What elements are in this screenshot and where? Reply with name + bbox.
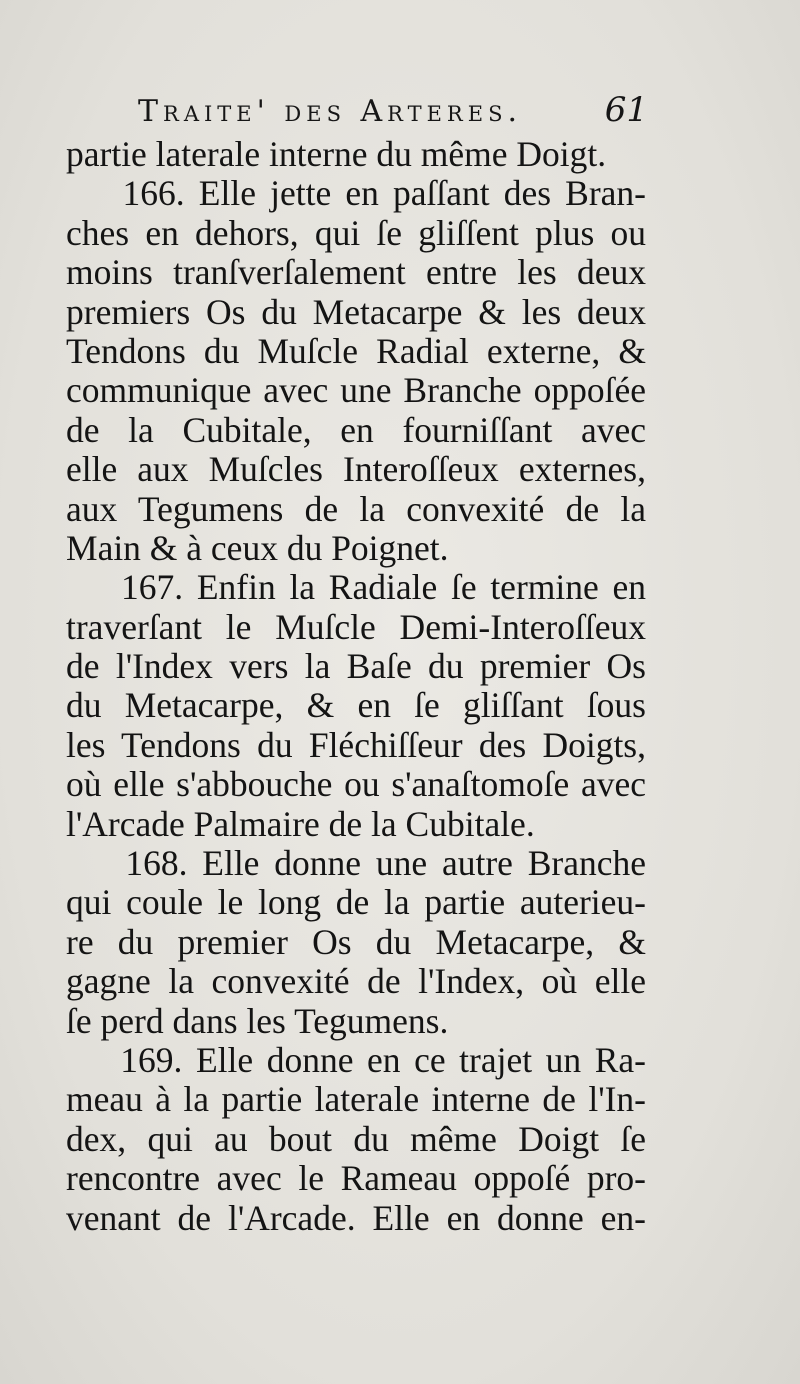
text-line: qui coule le long de la partie auterieu- [66, 882, 646, 923]
text-line: traverſant le Muſcle Demi-Interoſſeux [66, 606, 646, 647]
text-line: moins tranſverſalement entre les deux [66, 252, 646, 293]
text-line: où elle s'abbouche ou s'anaſtomoſe avec [66, 764, 646, 805]
running-header [96, 86, 648, 134]
text-line: communique avec une Branche oppoſée [66, 370, 646, 411]
text-line: premiers Os du Metacarpe & les deux [66, 291, 646, 332]
text-line: 169. Elle donne en ce trajet un Ra- [66, 1039, 646, 1080]
text-line: l'Arcade Palmaire de la Cubitale. [66, 803, 535, 844]
text-line: meau à la partie laterale interne de l'In- [66, 1079, 646, 1120]
text-line: 166. Elle jette en paſſant des Bran- [66, 173, 646, 214]
text-line: 167. Enfin la Radiale ſe termine en [66, 567, 646, 608]
text-line: du Metacarpe, & en ſe gliſſant ſous [66, 685, 646, 726]
text-line: 168. Elle donne une autre Branche [66, 843, 646, 884]
text-line: Main & à ceux du Poignet. [66, 527, 449, 568]
text-line: ſe perd dans les Tegumens. [66, 1000, 449, 1041]
page-number: 61 [604, 90, 648, 130]
text-line: de la Cubitale, en fourniſſant avec [66, 409, 646, 450]
text-line: elle aux Muſcles Interoſſeux externes, [66, 449, 646, 490]
text-line: re du premier Os du Metacarpe, & [66, 921, 646, 962]
text-line: de l'Index vers la Baſe du premier Os [66, 646, 646, 687]
text-line: les Tendons du Fléchiſſeur des Doigts, [66, 724, 646, 765]
running-title: Traite' des Arteres. [138, 94, 522, 129]
text-line: venant de l'Arcade. Elle en donne en- [66, 1197, 646, 1238]
text-line: partie laterale interne du même Doigt. [66, 134, 607, 174]
body-text [66, 135, 646, 1238]
text-line: rencontre avec le Rameau oppoſé pro- [66, 1158, 646, 1199]
text-line: ches en dehors, qui ſe gliſſent plus ou [66, 212, 646, 253]
text-line: dex, qui au bout du même Doigt ſe [66, 1118, 646, 1159]
text-line: Tendons du Muſcle Radial externe, & [66, 330, 646, 371]
text-line: gagne la convexité de l'Index, où elle [66, 961, 646, 1002]
text-line: aux Tegumens de la convexité de la [66, 488, 646, 529]
